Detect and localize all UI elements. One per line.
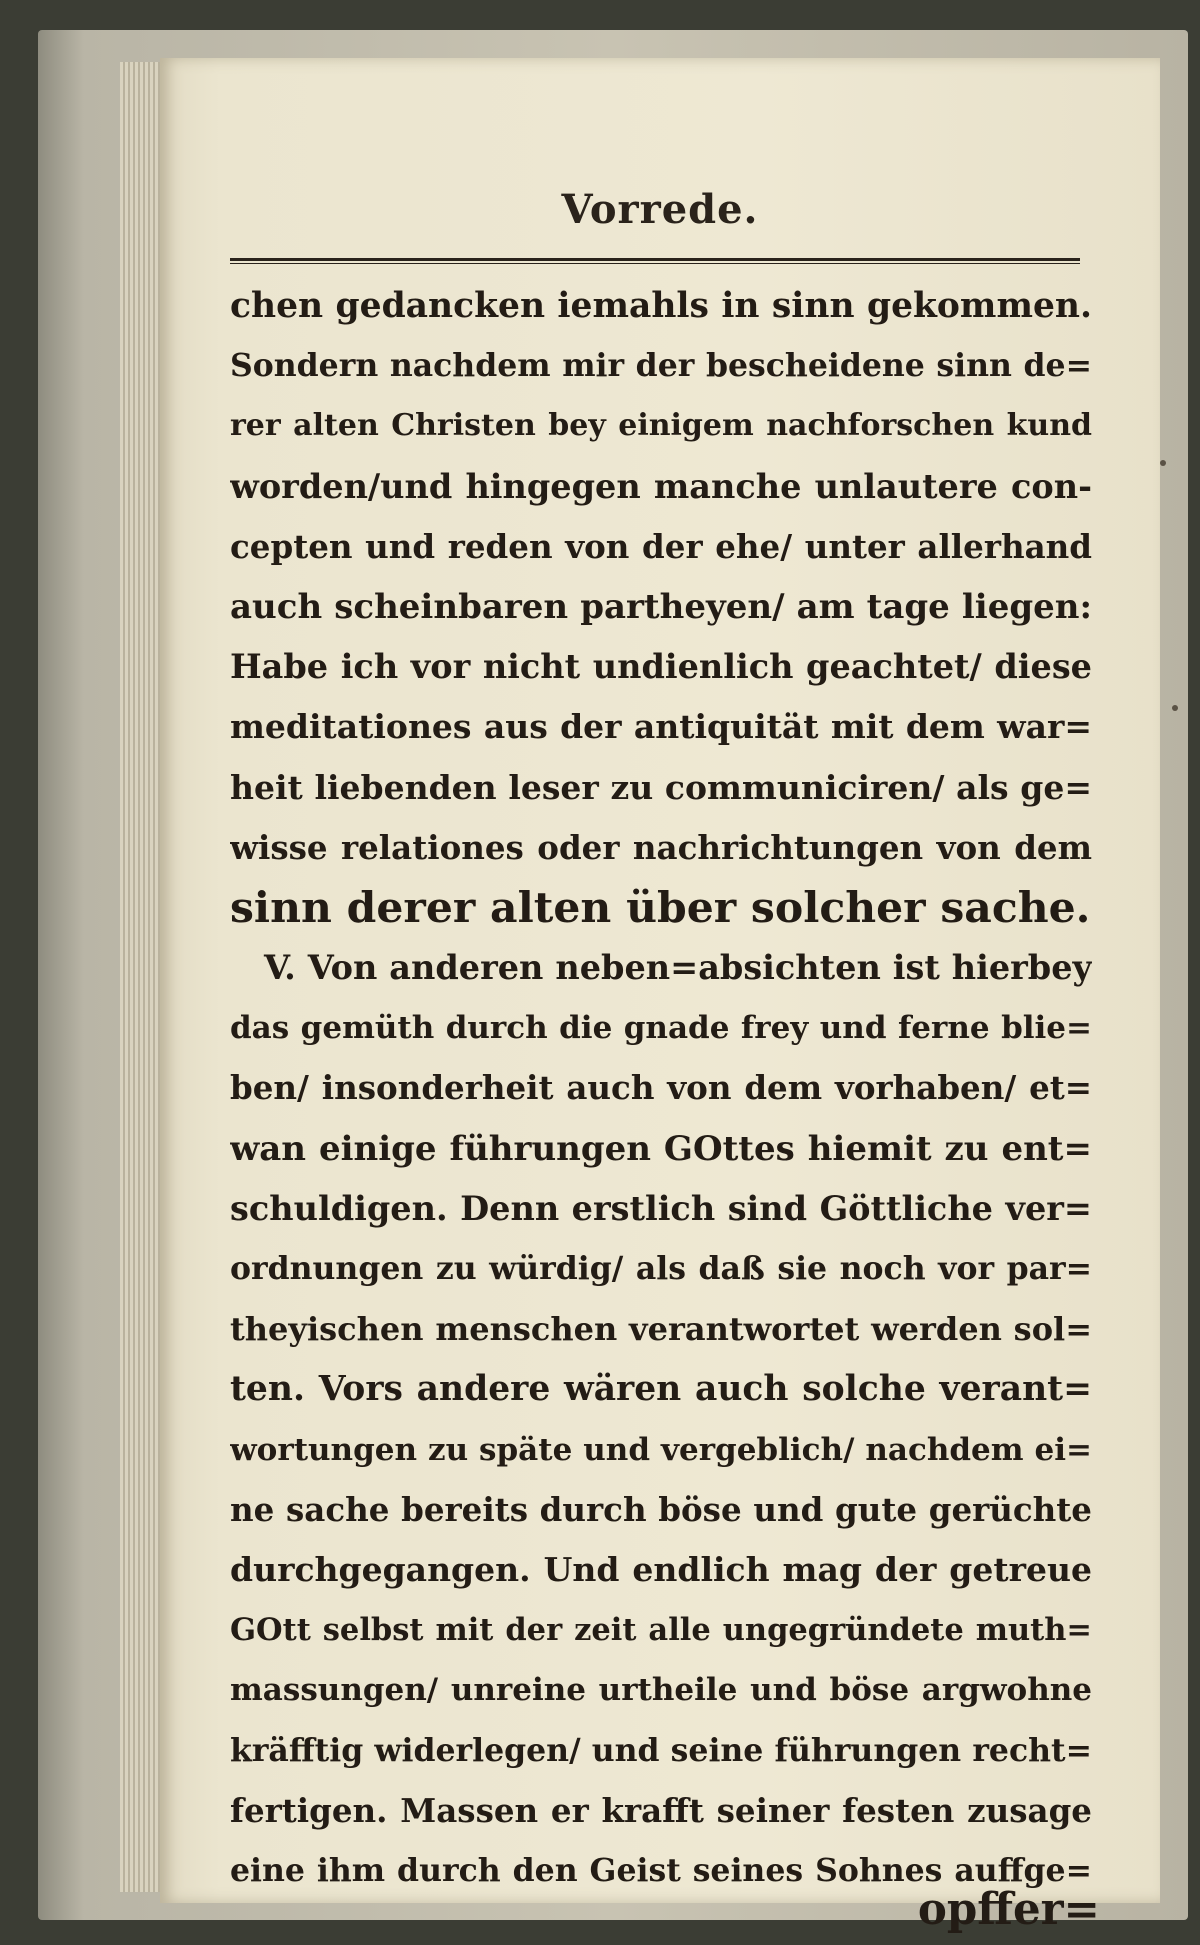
text-line: ben/ insonderheit auch von dem vorhaben/ et= [230,1068,1092,1108]
text-line: Sondern nachdem mir der bescheidene sinn de= [230,347,1092,385]
catchword: opffer= [917,1884,1100,1935]
speck [1160,460,1166,466]
text-line: cepten und reden von der ehe/ unter allerhand [230,526,1092,566]
text-line: massungen/ unreine urtheile und böse argwohne [230,1672,1092,1709]
text-line: eine ihm durch den Geist seines Sohnes auffge= [230,1851,1092,1889]
text-line: chen gedancken iemahls in sinn gekommen. [230,286,1092,326]
text-line: kräfftig widerlegen/ und seine führungen recht= [230,1731,1092,1769]
running-head: Vorrede. [561,186,759,233]
text-line: ten. Vors andere wären auch solche verant= [230,1369,1092,1410]
text-line: wan einige führungen GOttes hiemit zu ent= [230,1128,1092,1169]
text-line: fertigen. Massen er krafft seiner festen zusage [230,1790,1092,1830]
text-line: Habe ich vor nicht undienlich geachtet/ diese [230,647,1092,687]
text-line: schuldigen. Denn erstlich sind Göttliche ver= [230,1188,1092,1228]
text-line: durchgegangen. Und endlich mag der getreue [230,1549,1092,1589]
head-rule [230,258,1080,264]
text-line: worden/und hingegen manche unlautere con- [230,466,1092,506]
text-line: meditationes aus der antiquität mit dem war= [230,707,1092,747]
speck [1172,705,1178,711]
text-line: rer alten Christen bey einigem nachforschen kund [230,408,1092,444]
text-line: auch scheinbaren partheyen/ am tage liegen: [230,586,1092,627]
text-line: wisse relationes oder nachrichtungen von dem [230,827,1092,867]
text-line: theyischen menschen verantwortet werden sol= [230,1310,1092,1349]
text-line: V. Von anderen neben=absichten ist hierbey [264,948,1092,988]
text-line: sinn derer alten über solcher sache. [230,882,1091,933]
text-line: heit liebenden leser zu communiciren/ als ge= [230,767,1092,807]
text-line: wortungen zu späte und vergeblich/ nachdem ei= [230,1431,1092,1468]
book-page [160,58,1160,1935]
text-line: ne sache bereits durch böse und gute gerüchte [230,1489,1092,1529]
text-block [230,276,1092,1901]
text-line: ordnungen zu würdig/ als daß sie noch vor par= [230,1250,1092,1287]
text-line: das gemüth durch die gnade frey und ferne blie= [230,1010,1092,1047]
text-line: GOtt selbst mit der zeit alle ungegründete muth= [230,1612,1092,1649]
